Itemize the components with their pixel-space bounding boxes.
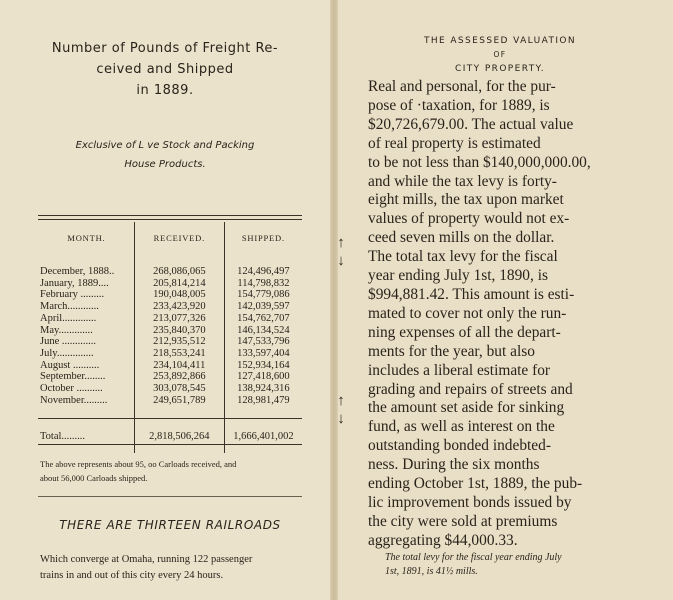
table-row: May............. 235,840,370 146,134,524 [40,324,290,336]
arrow-down-icon: ↓ [337,411,345,427]
freight-subtitle: Exclusive of L ve Stock and Packing House Products. [75,140,255,170]
carloads-note: The above represents about 95, oo Carloads received, and about 56,000 Carloads shipped. [40,459,237,483]
valuation-footnote: The total levy for the fiscal year ending July 1st, 1891, is 41½ mills. [385,552,562,577]
table-row: June ............. 212,935,512 147,533,796 [40,336,290,348]
table-bottom-rule [38,444,302,445]
table-row: December, 1888.. 268,086,065 124,496,497 [40,266,290,277]
col-received-header: RECEIVED. [134,222,224,254]
table-row: April............. 213,077,326 154,762,707 [40,312,290,324]
table-row: August .......... 234,104,411 152,934,164 [40,359,290,371]
col-shipped-header: SHIPPED. [241,233,285,243]
freight-table [38,222,302,453]
section-divider [38,496,302,497]
table-row: October .......... 303,078,545 138,924,316 [40,383,290,395]
arrow-up-icon: ↑ [337,393,345,409]
table-row: March............ 233,423,920 142,039,597 [40,301,290,313]
table-top-rule [38,215,302,216]
table-row: July.............. 218,553,241 133,597,404 [40,347,290,359]
binding-mark-bottom [333,392,349,428]
binding-mark-top [333,234,349,270]
page-gutter [330,0,338,600]
table-row: September........ 253,892,866 127,418,600 [40,371,290,383]
arrow-down-icon: ↓ [337,253,345,269]
table-total-row: Total......... 2,818,506,264 1,666,401,002 [38,419,302,454]
freight-title: Number of Pounds of Freight Re- ceived and Shipped in 1889. [51,41,279,98]
valuation-heading: THE ASSESSED VALUATION OF CITY PROPERTY. [423,36,577,74]
table-top-rule-inner [38,219,302,220]
table-row: January, 1889.... 205,814,214 114,798,832 [40,277,290,289]
railroads-heading: THERE ARE THIRTEEN RAILROADS [59,518,281,532]
table-row: November......... 249,651,789 128,981,479 [40,394,290,406]
col-month-header: MONTH. [67,233,106,243]
railroads-text: Which converge at Omaha, running 122 passenger trains in and out of this city every 24 hours. [40,554,253,581]
table-row: February ......... 190,048,005 154,779,086 [40,289,290,301]
arrow-up-icon: ↑ [337,235,345,251]
valuation-body: Real and personal, for the pur- pose of ·taxation, for 1889, is $20,726,679.00. The actual value of real property is estimated to be not less than $140,000,000.00, and while the tax levy is forty- eight mills, the tax upon market values of property would not ex- ceed seven mills on the dollar. The total tax levy for the fiscal year ending July 1st, 1890, is $994,881.42. This amount is esti- mated to cover not only the run- ning expenses of all the depart- ments for the year, but also includes a liberal estimate for grading and repairs of streets and the amount set aside for sinking fund, as well as interest on the outstanding bonded indebted- ness. During the six months ending October 1st, 1889, the pub- lic improvement bonds issued by the city were sold at premiums aggregating $44,000.33. [368,78,591,549]
table-header-row [38,222,302,254]
